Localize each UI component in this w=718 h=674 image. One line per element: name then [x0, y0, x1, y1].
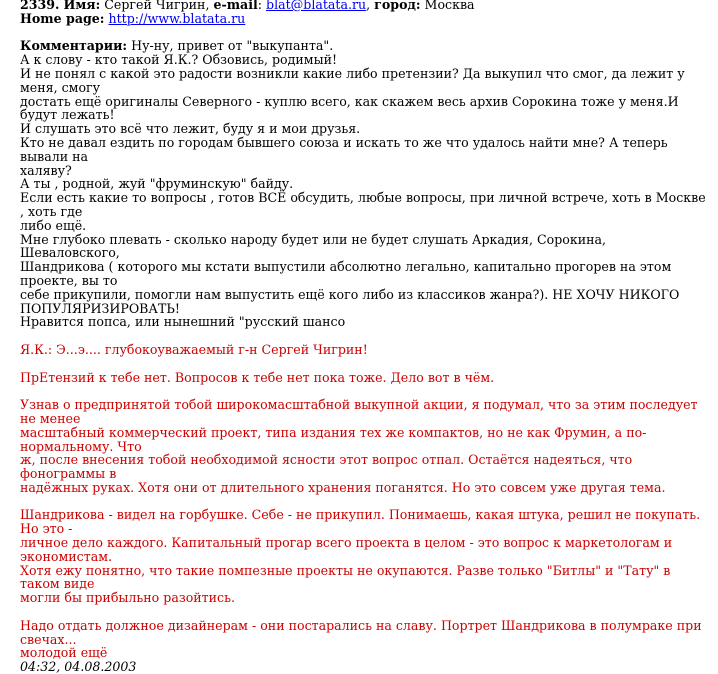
reply-line: Я.К.: Э...э.... глубокоуважаемый г-н Сергей Чигрин!: [20, 341, 368, 357]
city-label: город:: [374, 0, 421, 12]
comment-line: халяву?: [20, 162, 72, 178]
reply-line: могли бы прибыльно разойтись.: [20, 590, 235, 606]
guestbook-entry: [20, 0, 708, 674]
reply-line: масштабный коммерческий проект, типа издания тех же компактов, но не как Фрумин, а по-нормальному. Что: [20, 424, 647, 454]
comment-line: А к слову - кто такой Я.К.? Обзовись, родимый!: [20, 52, 338, 68]
author-city: Москва: [424, 0, 475, 12]
comment-line: себе прикупили, помогли нам выпустить ещё кого либо из классиков жанра?). НЕ ХОЧУ НИКОГО: [20, 286, 680, 302]
spacer: [20, 26, 708, 40]
entry-timestamp: 04:32, 04.08.2003: [20, 659, 137, 674]
reply-line: ПрЕтензий к тебе нет. Вопросов к тебе нет пока тоже. Дело вот в чём.: [20, 369, 495, 385]
reply-line: ж, после внесения тобой необходимой ясности этот вопрос отпал. Остаётся надеяться, что фонограммы в: [20, 452, 633, 482]
entry-header: 2339. Имя: Сергей Чигрин, e-mail: blat@blatata.ru, город: Москва: [20, 0, 708, 12]
comment-line: И не понял с какой это радости возникли какие либо претензии? Да выкупил что смог, да лежит у меня, смогу: [20, 65, 685, 95]
homepage-link[interactable]: http://www.blatata.ru: [108, 10, 246, 26]
comment-line: Мне глубоко плевать - сколько народу будет или не будет слушать Аркадия, Сорокина, Шеваловского,: [20, 231, 607, 261]
comment-line: И слушать это всё что лежит, буду я и мои друзья.: [20, 121, 361, 137]
admin-reply: [20, 343, 708, 660]
reply-line: Узнав о предпринятой тобой широкомасштабной выкупной акции, я подумал, что за этим последует не менее: [20, 397, 698, 426]
comment-line: достать ещё оригиналы Северного - куплю всего, как скажем весь архив Сорокина тоже у меня.И будут лежать!: [20, 93, 679, 123]
homepage-label: Home page:: [20, 10, 105, 26]
spacer: [20, 605, 708, 619]
comment-line: либо ещё.: [20, 217, 87, 233]
comment-line: Нравится попса, или нынешний "русский шансо: [20, 314, 346, 330]
reply-line: Шандрикова - видел на горбушке. Себе - не прикупил. Понимаешь, какая штука, решил не покупать. Но это -: [20, 507, 701, 537]
comments-label: Комментарии:: [20, 38, 128, 54]
spacer: [20, 384, 708, 398]
comment-line: Если есть какие то вопросы , готов ВСЁ обсудить, любые вопросы, при личной встрече, хоть в Москве , хоть где: [20, 190, 706, 219]
comment-line: ПОПУЛЯРИЗИРОВАТЬ!: [20, 300, 180, 316]
reply-line: надёжных руках. Хотя они от длительного хранения поганятся. Но это совсем уже другая тема.: [20, 479, 666, 495]
name-label: Имя:: [63, 0, 101, 12]
comment-line: А ты , родной, жуй "фруминскую" байду.: [20, 176, 294, 192]
author-name: Сергей Чигрин,: [104, 0, 210, 12]
reply-line: молодой ещё: [20, 645, 108, 661]
comment-line: Ну-ну, привет от "выкупанта".: [131, 38, 334, 54]
reply-line: Надо отдать должное дизайнерам - они постарались на славу. Портрет Шандрикова в полумраке при свечах...: [20, 617, 702, 647]
reply-line: личное дело каждого. Капитальный прогар всего проекта в целом - это вопрос к маркетологам и экономистам.: [20, 535, 673, 564]
reply-line: Хотя ежу понятно, что такие помпезные проекты не окупаются. Разве только "Битлы" и "Тату" в таком виде: [20, 562, 671, 592]
comment-body: [20, 39, 708, 329]
spacer: [20, 329, 708, 343]
spacer: [20, 357, 708, 371]
email-label: e-mail: [213, 0, 258, 12]
comment-line: Шандрикова ( которого мы кстати выпустили абсолютно легально, капитально прогорев на этом проекте, вы то: [20, 259, 672, 288]
spacer: [20, 495, 708, 509]
author-email-link[interactable]: blat@blatata.ru: [266, 0, 367, 12]
entry-number: 2339.: [20, 0, 60, 12]
homepage-line: [20, 12, 708, 26]
comment-line: Кто не давал ездить по городам бывшего союза и искать то же что удалось найти мне? А теперь вывали на: [20, 134, 668, 164]
